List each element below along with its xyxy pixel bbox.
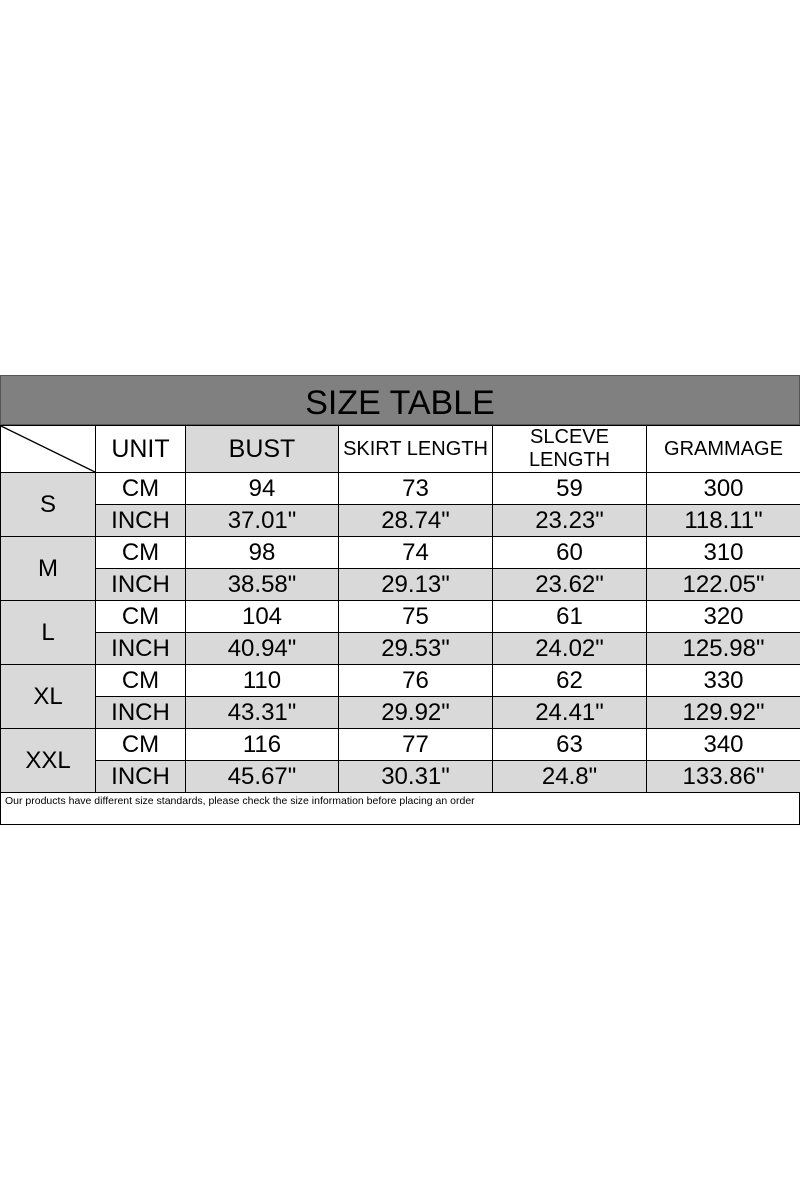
table-body	[1, 426, 800, 793]
sleeve-length-cell: 59	[493, 473, 647, 505]
grammage-cell: 310	[647, 537, 800, 569]
table-row-inch	[1, 697, 800, 729]
grammage-cell: 340	[647, 729, 800, 761]
header-grammage: GRAMMAGE	[647, 426, 800, 473]
unit-cell: INCH	[96, 505, 186, 537]
grammage-cell: 300	[647, 473, 800, 505]
bust-cell: 116	[186, 729, 339, 761]
table-row-cm	[1, 601, 800, 633]
header-bust: BUST	[186, 426, 339, 473]
grammage-cell: 133.86"	[647, 761, 800, 793]
unit-cell: CM	[96, 665, 186, 697]
bust-cell: 94	[186, 473, 339, 505]
sleeve-length-cell: 24.41"	[493, 697, 647, 729]
table-row-cm	[1, 665, 800, 697]
unit-cell: INCH	[96, 569, 186, 601]
sleeve-length-cell: 24.02"	[493, 633, 647, 665]
bust-cell: 45.67"	[186, 761, 339, 793]
size-table	[0, 425, 800, 793]
grammage-cell: 125.98"	[647, 633, 800, 665]
skirt-length-cell: 75	[339, 601, 493, 633]
sleeve-length-cell: 24.8"	[493, 761, 647, 793]
unit-cell: INCH	[96, 697, 186, 729]
unit-cell: CM	[96, 601, 186, 633]
bust-cell: 98	[186, 537, 339, 569]
bust-cell: 110	[186, 665, 339, 697]
size-label: XL	[1, 665, 96, 729]
grammage-cell: 320	[647, 601, 800, 633]
skirt-length-cell: 74	[339, 537, 493, 569]
unit-cell: CM	[96, 729, 186, 761]
grammage-cell: 330	[647, 665, 800, 697]
header-unit: UNIT	[96, 426, 186, 473]
table-row-cm	[1, 473, 800, 505]
header-skirt-length: SKIRT LENGTH	[339, 426, 493, 473]
bust-cell: 40.94"	[186, 633, 339, 665]
skirt-length-cell: 30.31"	[339, 761, 493, 793]
unit-cell: INCH	[96, 633, 186, 665]
diagonal-line-icon	[1, 426, 95, 472]
bust-cell: 37.01"	[186, 505, 339, 537]
bust-cell: 38.58"	[186, 569, 339, 601]
grammage-cell: 118.11"	[647, 505, 800, 537]
grammage-cell: 129.92"	[647, 697, 800, 729]
table-row-inch	[1, 505, 800, 537]
header-row	[1, 426, 800, 473]
skirt-length-cell: 73	[339, 473, 493, 505]
sleeve-length-cell: 61	[493, 601, 647, 633]
corner-diagonal-cell	[1, 426, 96, 473]
size-label: L	[1, 601, 96, 665]
sleeve-length-cell: 63	[493, 729, 647, 761]
skirt-length-cell: 76	[339, 665, 493, 697]
table-title: SIZE TABLE	[0, 375, 800, 425]
table-row-cm	[1, 537, 800, 569]
table-row-cm	[1, 729, 800, 761]
size-label: XXL	[1, 729, 96, 793]
size-note: Our products have different size standards, please check the size information before placing an order	[0, 792, 800, 825]
skirt-length-cell: 29.92"	[339, 697, 493, 729]
size-label: M	[1, 537, 96, 601]
header-sleeve-length: SLCEVE LENGTH	[493, 426, 647, 473]
sleeve-length-cell: 23.62"	[493, 569, 647, 601]
skirt-length-cell: 29.53"	[339, 633, 493, 665]
bust-cell: 43.31"	[186, 697, 339, 729]
sleeve-length-cell: 60	[493, 537, 647, 569]
unit-cell: CM	[96, 537, 186, 569]
table-row-inch	[1, 761, 800, 793]
skirt-length-cell: 28.74"	[339, 505, 493, 537]
size-table-sheet	[0, 375, 800, 825]
table-row-inch	[1, 569, 800, 601]
skirt-length-cell: 29.13"	[339, 569, 493, 601]
size-label: S	[1, 473, 96, 537]
unit-cell: INCH	[96, 761, 186, 793]
skirt-length-cell: 77	[339, 729, 493, 761]
bust-cell: 104	[186, 601, 339, 633]
sleeve-length-cell: 62	[493, 665, 647, 697]
table-row-inch	[1, 633, 800, 665]
unit-cell: CM	[96, 473, 186, 505]
grammage-cell: 122.05"	[647, 569, 800, 601]
sleeve-length-cell: 23.23"	[493, 505, 647, 537]
